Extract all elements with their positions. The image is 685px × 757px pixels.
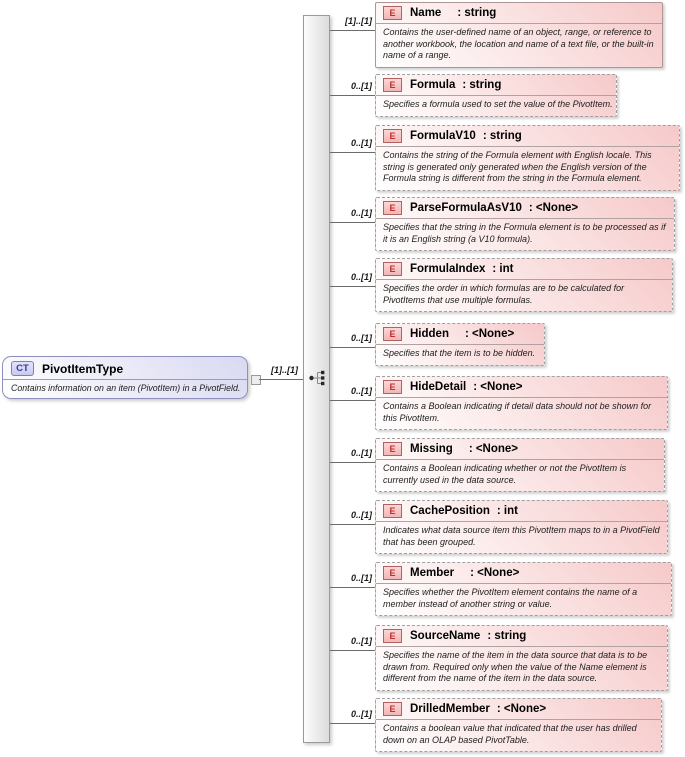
element-name: Name (410, 7, 442, 19)
element-header (376, 501, 667, 520)
element-header (376, 563, 671, 582)
connector-line (330, 286, 375, 287)
element-box-formula[interactable] (375, 74, 617, 117)
element-badge: E (383, 129, 402, 143)
element-name: CachePosition (410, 505, 490, 517)
element-name: Formula (410, 79, 456, 91)
connector-line (330, 462, 375, 463)
element-badge: E (383, 442, 402, 456)
connector-line (330, 650, 375, 651)
element-header (376, 198, 674, 217)
element-box-source-name[interactable] (375, 625, 668, 691)
connector-line (330, 152, 375, 153)
element-badge: E (383, 702, 402, 716)
element-description: Specifies that the string in the Formula element is to be processed as if it is an English string (a V10 formula). (383, 222, 666, 244)
element-description: Specifies that the item is to be hidden. (383, 348, 536, 358)
connector-line (330, 400, 375, 401)
element-type: : <None> (470, 567, 520, 579)
element-name: FormulaIndex (410, 263, 486, 275)
element-header (376, 377, 667, 396)
element-box-missing[interactable] (375, 438, 665, 492)
connector-line (330, 587, 375, 588)
element-header (376, 3, 662, 22)
element-box-hidden[interactable] (375, 323, 545, 366)
cardinality-label: 0..[1] (350, 573, 372, 583)
complex-type-badge: CT (11, 361, 34, 376)
sequence-compositor-icon[interactable] (308, 369, 328, 387)
element-name: HideDetail (410, 381, 467, 393)
element-description: Contains the string of the Formula element with English locale. This string is generated only generated when the English version of the Formula string is different from the string in the Formula element. (383, 150, 652, 183)
element-header (376, 699, 661, 718)
element-badge: E (383, 327, 402, 341)
element-description: Contains a boolean value that indicated that the user has drilled down on an OLAP based PivotTable. (383, 723, 637, 745)
element-box-cache-position[interactable] (375, 500, 668, 554)
cardinality-label: 0..[1] (350, 510, 372, 520)
element-name: DrilledMember (410, 703, 490, 715)
element-type: : int (492, 263, 514, 275)
connector-line (330, 347, 375, 348)
element-description: Specifies whether the PivotItem element contains the name of a member instead of another string or value. (383, 587, 638, 609)
element-header (376, 324, 544, 343)
element-type: : int (496, 505, 518, 517)
complex-type-name: PivotItemType (42, 361, 124, 376)
connector-line (330, 95, 375, 96)
element-name: Hidden (410, 328, 449, 340)
element-box-name[interactable] (375, 2, 663, 68)
element-description: Specifies the order in which formulas are to be calculated for PivotItems that use multiple formulas. (383, 283, 625, 305)
connector-line (330, 524, 375, 525)
element-badge: E (383, 6, 402, 20)
element-box-formula-index[interactable] (375, 258, 673, 312)
connector-line (259, 379, 303, 380)
cardinality-label: 0..[1] (350, 386, 372, 396)
element-description: Contains a Boolean indicating if detail data should not be shown for this PivotItem. (383, 401, 652, 423)
element-type: : string (457, 7, 497, 19)
element-header (376, 259, 672, 278)
element-badge: E (383, 566, 402, 580)
element-box-hide-detail[interactable] (375, 376, 668, 430)
complex-type-description: Contains information on an item (PivotItem) in a PivotField. (11, 383, 241, 393)
element-name: Member (410, 567, 455, 579)
complex-type-header (3, 357, 247, 378)
element-badge: E (383, 629, 402, 643)
cardinality-label: 0..[1] (350, 636, 372, 646)
element-type: : string (482, 130, 522, 142)
cardinality-label: 0..[1] (350, 333, 372, 343)
connector-line (330, 723, 375, 724)
element-name: SourceName (410, 630, 481, 642)
element-type: : <None> (473, 381, 523, 393)
cardinality-label: 0..[1] (350, 272, 372, 282)
cardinality-label: 0..[1] (350, 709, 372, 719)
element-box-drilled-member[interactable] (375, 698, 662, 752)
element-badge: E (383, 78, 402, 92)
element-description: Contains a Boolean indicating whether or not the PivotItem is currently used in the data source. (383, 463, 627, 485)
element-description: Indicates what data source item this PivotItem maps to in a PivotField that has been grouped. (383, 525, 660, 547)
complex-type-box-pivotitemtype[interactable] (2, 356, 248, 399)
cardinality-label: [1]..[1] (271, 365, 298, 375)
element-type: : <None> (464, 328, 515, 340)
element-badge: E (383, 201, 402, 215)
element-box-member[interactable] (375, 562, 672, 616)
element-box-formula-v10[interactable] (375, 125, 680, 191)
element-type: : <None> (528, 202, 579, 214)
element-header (376, 126, 679, 145)
element-type: : <None> (496, 703, 547, 715)
element-badge: E (383, 262, 402, 276)
element-description: Specifies a formula used to set the value of the PivotItem. (383, 99, 613, 109)
element-header (376, 75, 616, 94)
cardinality-label: 0..[1] (350, 81, 372, 91)
cardinality-label: [1]..[1] (345, 16, 372, 26)
cardinality-label: 0..[1] (350, 448, 372, 458)
element-header (376, 626, 667, 645)
cardinality-label: 0..[1] (350, 138, 372, 148)
cardinality-label: 0..[1] (350, 208, 372, 218)
collapse-toggle[interactable] (251, 375, 261, 385)
element-type: : <None> (468, 443, 519, 455)
element-name: ParseFormulaAsV10 (410, 202, 522, 214)
element-type: : string (487, 630, 527, 642)
element-name: Missing (410, 443, 453, 455)
element-header (376, 439, 664, 458)
connector-line (330, 30, 375, 31)
element-description: Contains the user-defined name of an object, range, or reference to another workbook, the location and name of a text file, or the built-in name of a range. (383, 27, 654, 60)
element-description: Specifies the name of the item in the data source that data is to be drawn from. Required only when the value of the Name element is different from the name of the item in the data source. (383, 650, 648, 683)
element-box-parse-formula-as-v10[interactable] (375, 197, 675, 251)
element-name: FormulaV10 (410, 130, 476, 142)
connector-line (330, 222, 375, 223)
element-badge: E (383, 380, 402, 394)
element-badge: E (383, 504, 402, 518)
element-type: : string (462, 79, 502, 91)
